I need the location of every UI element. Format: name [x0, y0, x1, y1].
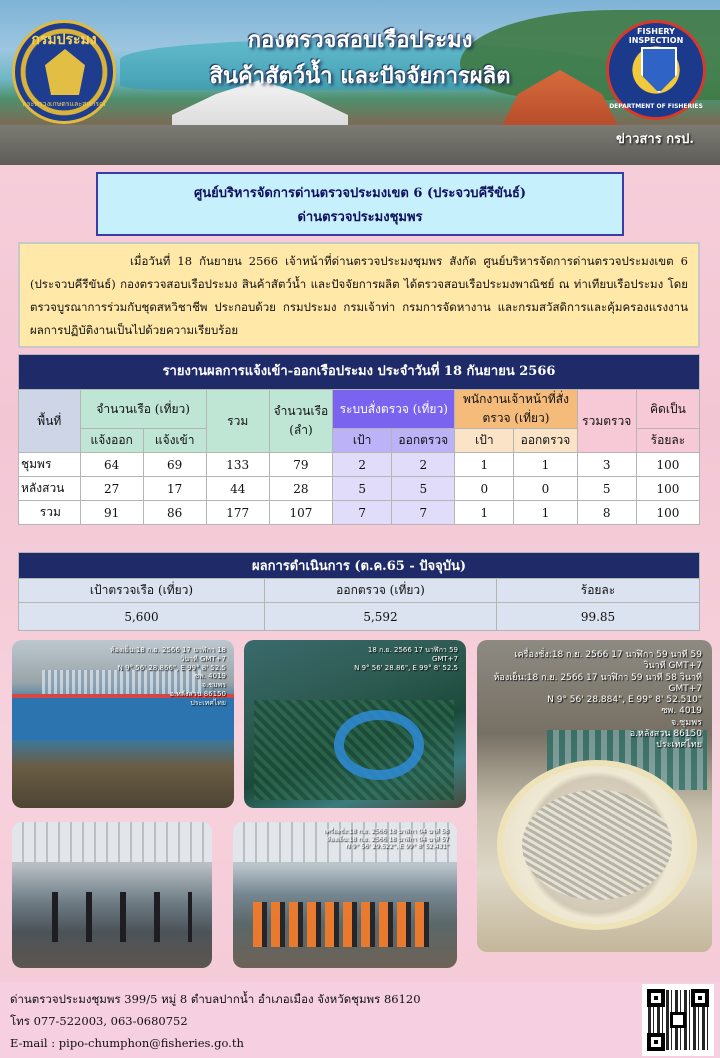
perf-header-target: เป้าตรวจเรือ (เที่ยว) — [19, 579, 265, 603]
header-area: พื้นที่ — [19, 390, 81, 453]
cell-arrive: 86 — [143, 501, 206, 525]
cell-sum: 177 — [206, 501, 269, 525]
footer-contact — [10, 988, 421, 1054]
cell-area: หลังสวน — [19, 477, 81, 501]
perf-value-pct: 99.85 — [497, 603, 700, 631]
department-of-fisheries-logo — [12, 20, 116, 124]
photo-boat-hull — [12, 640, 234, 808]
cell-staff-target: 0 — [455, 477, 514, 501]
photo-fish-basket — [477, 640, 712, 952]
office-title-box — [96, 172, 624, 236]
pier-roof — [12, 822, 212, 862]
cell-total: 5 — [577, 477, 636, 501]
stamp-line: วินาที GMT+7 — [643, 661, 702, 672]
cell-sys-target: 2 — [333, 453, 392, 477]
stamp-line: จ.ชุมพร — [671, 717, 702, 728]
photo-stamp — [492, 650, 702, 751]
photo-stamp — [279, 828, 449, 851]
cell-total: 8 — [577, 501, 636, 525]
stamp-line: ประเทศไทย — [190, 698, 226, 707]
stamp-line: ห้องเย็น:18 ก.ย. 2566 17 นาฬิกา 18 — [110, 646, 226, 654]
cell-sys-target: 7 — [333, 501, 392, 525]
footer-address: ด่านตรวจประมงชุมพร 399/5 หมู่ 8 ตำบลปากน้ำ อำเภอเมือง จังหวัดชุมพร 86120 — [10, 992, 421, 1006]
table-row-total — [19, 501, 700, 525]
qr-finder — [647, 989, 665, 1007]
logo-left-top-text: กรมประมง — [31, 32, 97, 48]
banner-ground — [0, 125, 720, 165]
cell-staff-done: 1 — [514, 501, 577, 525]
cell-sum: 44 — [206, 477, 269, 501]
stamp-line: วินาที GMT+7 — [180, 654, 226, 663]
inspectors — [52, 892, 192, 942]
perf-header-pct: ร้อยละ — [497, 579, 700, 603]
cell-area: รวม — [19, 501, 81, 525]
stamp-line: ซพ. 4019 — [661, 706, 702, 717]
logo-right-bottom-text: DEPARTMENT OF FISHERIES — [609, 103, 703, 110]
summary-paragraph: เมื่อวันที่ 18 กันยายน 2566 เจ้าหน้าที่ด่านตรวจประมงชุมพร สังกัด ศูนย์บริหารจัดการด่านตรวจประมงเขต 6 (ประจวบคีรีขันธ์) กองตรวจสอบเรือประมง สินค้าสัตว์น้ำ และปัจจัยการผลิต ได้ตรวจสอบเรือประมงพาณิชย์ ณ ท่าเทียบเรือประมง โดยตรวจบูรณาการร่วมกับชุดสหวิชาชีพ ประกอบด้วย กรมประมง กรมเจ้าท่า กรมการจัดหางาน และกรมสวัสดิการและคุ้มครองแรงงาน ผลการปฏิบัติงานเป็นไปด้วยความเรียบร้อย — [18, 242, 700, 348]
footer-phone: โทร 077-522003, 063-0680752 — [10, 1014, 188, 1028]
stamp-line: 18 ก.ย. 2566 17 นาฬิกา 59 — [367, 646, 458, 654]
office-name-line1: ศูนย์บริหารจัดการด่านตรวจประมงเขต 6 (ประจวบคีรีขันธ์) — [193, 186, 527, 201]
stamp-line: จ.ชุมพร — [201, 681, 226, 689]
cell-staff-done: 1 — [514, 453, 577, 477]
header-sum: รวม — [206, 390, 269, 453]
cell-pct: 100 — [636, 501, 699, 525]
office-name-line2: ด่านตรวจประมงชุมพร — [297, 210, 423, 225]
stamp-line: GMT+7 — [431, 654, 458, 663]
header-staff-target: เป้า — [455, 429, 514, 453]
cell-depart: 91 — [80, 501, 143, 525]
stamp-line: GMT+7 — [668, 683, 702, 694]
header-boats: จำนวนเรือ (ลำ) — [269, 390, 332, 453]
cell-sys-done: 5 — [392, 477, 455, 501]
photo-fishing-nets — [244, 640, 466, 808]
header-total-inspect: รวมตรวจ — [577, 390, 636, 453]
cell-depart: 27 — [80, 477, 143, 501]
photo-crew-lineup — [233, 822, 457, 968]
cell-staff-target: 1 — [455, 453, 514, 477]
stamp-line: N 9° 56' 29.522", E 99° 8' 52.431" — [345, 843, 449, 850]
perf-value-inspected: 5,592 — [265, 603, 497, 631]
cell-depart: 64 — [80, 453, 143, 477]
cell-boats: 107 — [269, 501, 332, 525]
qr-finder — [647, 1033, 665, 1051]
table-row — [19, 453, 700, 477]
cell-pct: 100 — [636, 453, 699, 477]
shield-icon — [641, 47, 677, 93]
stamp-line: ห้องเย็น:18 ก.ย. 2566 17 นาฬิกา 59 นาที 58 วินาที — [493, 672, 702, 683]
header-pct-unit: ร้อยละ — [636, 429, 699, 453]
qr-code-icon[interactable] — [642, 984, 714, 1056]
perf-header-inspected: ออกตรวจ (เที่ยว) — [265, 579, 497, 603]
crew-members — [253, 902, 433, 947]
perf-value-target: 5,600 — [19, 603, 265, 631]
stamp-line: เครื่องชั่ง:18 ก.ย. 2566 17 นาฬิกา 59 นาที 59 — [514, 650, 702, 660]
performance-table — [18, 552, 700, 631]
header-system: ระบบสั่งตรวจ (เที่ยว) — [333, 390, 455, 429]
logo-right-top-text: FISHERY INSPECTION — [628, 27, 684, 45]
cell-sys-done: 7 — [392, 501, 455, 525]
cell-staff-done: 0 — [514, 477, 577, 501]
cell-sys-target: 5 — [333, 477, 392, 501]
cell-arrive: 69 — [143, 453, 206, 477]
stamp-line: ซพ. 4019 — [194, 672, 226, 681]
cell-sum: 133 — [206, 453, 269, 477]
stamp-line: ประเทศไทย — [656, 740, 702, 750]
cell-arrive: 17 — [143, 477, 206, 501]
seal-icon — [45, 49, 85, 95]
blue-rope — [334, 710, 424, 780]
cell-sys-done: 2 — [392, 453, 455, 477]
page-title — [150, 22, 570, 94]
header-sys-inspected: ออกตรวจ — [392, 429, 455, 453]
stamp-line: อ.หลังสวน 86150 — [169, 689, 226, 698]
cell-boats: 79 — [269, 453, 332, 477]
header-arrive: แจ้งเข้า — [143, 429, 206, 453]
logo-left-bottom-text: กระทรวงเกษตรและสหกรณ์ — [22, 100, 106, 108]
stamp-line: เครื่องชั่ง:18 ก.ย. 2566 18 นาฬิกา 04 นาที 58 — [324, 828, 449, 835]
header-staff: พนักงานเจ้าหน้าที่สั่งตรวจ (เที่ยว) — [455, 390, 577, 429]
header-depart: แจ้งออก — [80, 429, 143, 453]
qr-finder — [691, 989, 709, 1007]
header-pct: คิดเป็น — [636, 390, 699, 429]
fishery-inspection-logo — [606, 20, 706, 120]
cell-total: 3 — [577, 453, 636, 477]
photo-stamp — [76, 646, 226, 707]
page-title-line2: สินค้าสัตว์น้ำ และปัจจัยการผลิต — [209, 63, 511, 89]
fish-catch — [522, 790, 672, 900]
report-title: รายงานผลการแจ้งเข้า-ออกเรือประมง ประจำวันที่ 18 กันยายน 2566 — [19, 355, 700, 390]
header-trips: จำนวนเรือ (เที่ยว) — [80, 390, 206, 429]
page-title-line1: กองตรวจสอบเรือประมง — [247, 27, 473, 53]
photo-stamp — [308, 646, 458, 672]
stamp-line: N 9° 56' 28.866", E 99° 8' 52.5 — [117, 663, 226, 672]
report-table — [18, 354, 700, 525]
photo-pier-inspection — [12, 822, 212, 968]
table-row — [19, 477, 700, 501]
performance-title: ผลการดำเนินการ (ต.ค.65 - ปัจจุบัน) — [19, 553, 700, 579]
stamp-line: ห้องเย็น:18 ก.ย. 2566 18 นาฬิกา 04 นาที 57 — [326, 835, 449, 843]
cell-pct: 100 — [636, 477, 699, 501]
footer-email[interactable]: E-mail : pipo-chumphon@fisheries.go.th — [10, 1036, 244, 1050]
header-staff-inspected: ออกตรวจ — [514, 429, 577, 453]
stamp-line: อ.หลังสวน 86150 — [629, 728, 702, 739]
news-label: ข่าวสาร กรป. — [616, 132, 694, 147]
stamp-line: N 9° 56' 28.884", E 99° 8' 52.510" — [547, 695, 702, 705]
header-sys-target: เป้า — [333, 429, 392, 453]
cell-area: ชุมพร — [19, 453, 81, 477]
stamp-line: N 9° 56' 28.86", E 99° 8' 52.5 — [354, 663, 458, 672]
qr-alignment — [670, 1012, 686, 1028]
cell-staff-target: 1 — [455, 501, 514, 525]
cell-boats: 28 — [269, 477, 332, 501]
